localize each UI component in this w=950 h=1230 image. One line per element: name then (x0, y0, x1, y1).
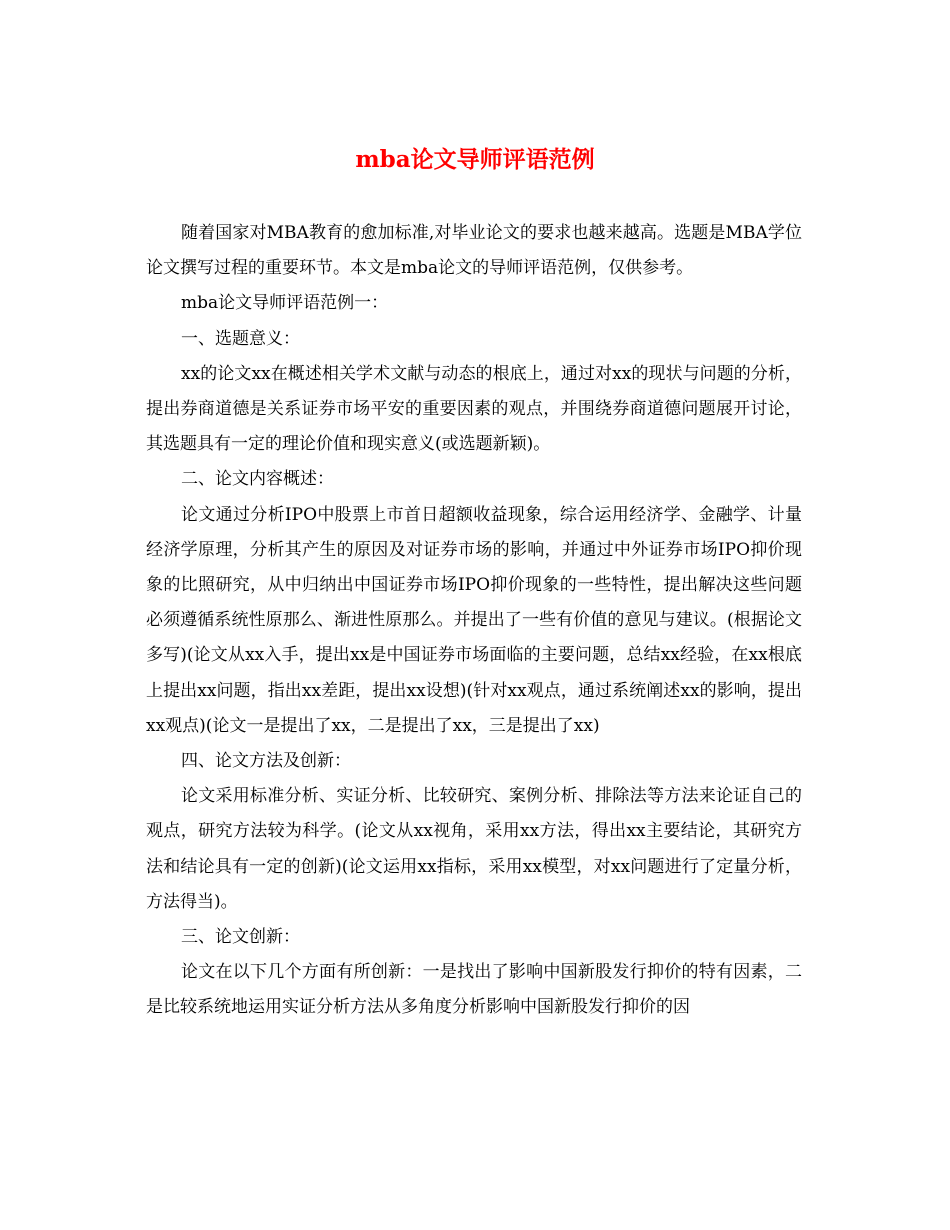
document-body (146, 216, 802, 1026)
paragraph-intro: 随着国家对MBA教育的愈加标准,对毕业论文的要求也越来越高。选题是MBA学位论文撰写过程的重要环节。本文是mba论文的导师评语范例，仅供参考。 (146, 223, 802, 279)
section-heading-method: 四、论文方法及创新： (181, 751, 351, 772)
paragraph-example-heading: mba论文导师评语范例一： (181, 293, 389, 314)
section-heading-content: 二、论文内容概述： (181, 469, 334, 490)
paragraph-method: 论文采用标准分析、实证分析、比较研究、案例分析、排除法等方法来论证自己的观点，研究方法较为科学。(论文从xx视角，采用xx方法，得出xx主要结论，其研究方法和结论具有一定的创新)(论文运用xx指标，采用xx模型，对xx问题进行了定量分析，方法得当)。 (146, 786, 802, 912)
paragraph-significance: xx的论文xx在概述相关学术文献与动态的根底上，通过对xx的现状与问题的分析，提出券商道德是关系证券市场平安的重要因素的观点，并围绕券商道德问题展开讨论，其选题具有一定的理论价值和现实意义(或选题新颖)。 (146, 363, 802, 455)
document-title: mba论文导师评语范例 (355, 146, 595, 173)
paragraph-innovation: 论文在以下几个方面有所创新：一是找出了影响中国新股发行抑价的特有因素，二是比较系统地运用实证分析方法从多角度分析影响中国新股发行抑价的因 (146, 962, 802, 1018)
section-heading-innovation: 三、论文创新： (181, 927, 300, 948)
paragraph-content: 论文通过分析IPO中股票上市首日超额收益现象，综合运用经济学、金融学、计量经济学原理，分析其产生的原因及对证券市场的影响，并通过中外证券市场IPO抑价现象的比照研究，从中归纳出中国证券市场IPO抑价现象的一些特性，提出解决这些问题必须遵循系统性原那么、渐进性原那么。并提出了一些有价值的意见与建议。(根据论文多写)(论文从xx入手，提出xx是中国证券市场面临的主要问题，总结xx经验，在xx根底上提出xx问题，指出xx差距，提出xx设想)(针对xx观点，通过系统阐述xx的影响，提出xx观点)(论文一是提出了xx，二是提出了xx，三是提出了xx) (146, 504, 802, 736)
section-heading-significance: 一、选题意义： (181, 328, 300, 349)
